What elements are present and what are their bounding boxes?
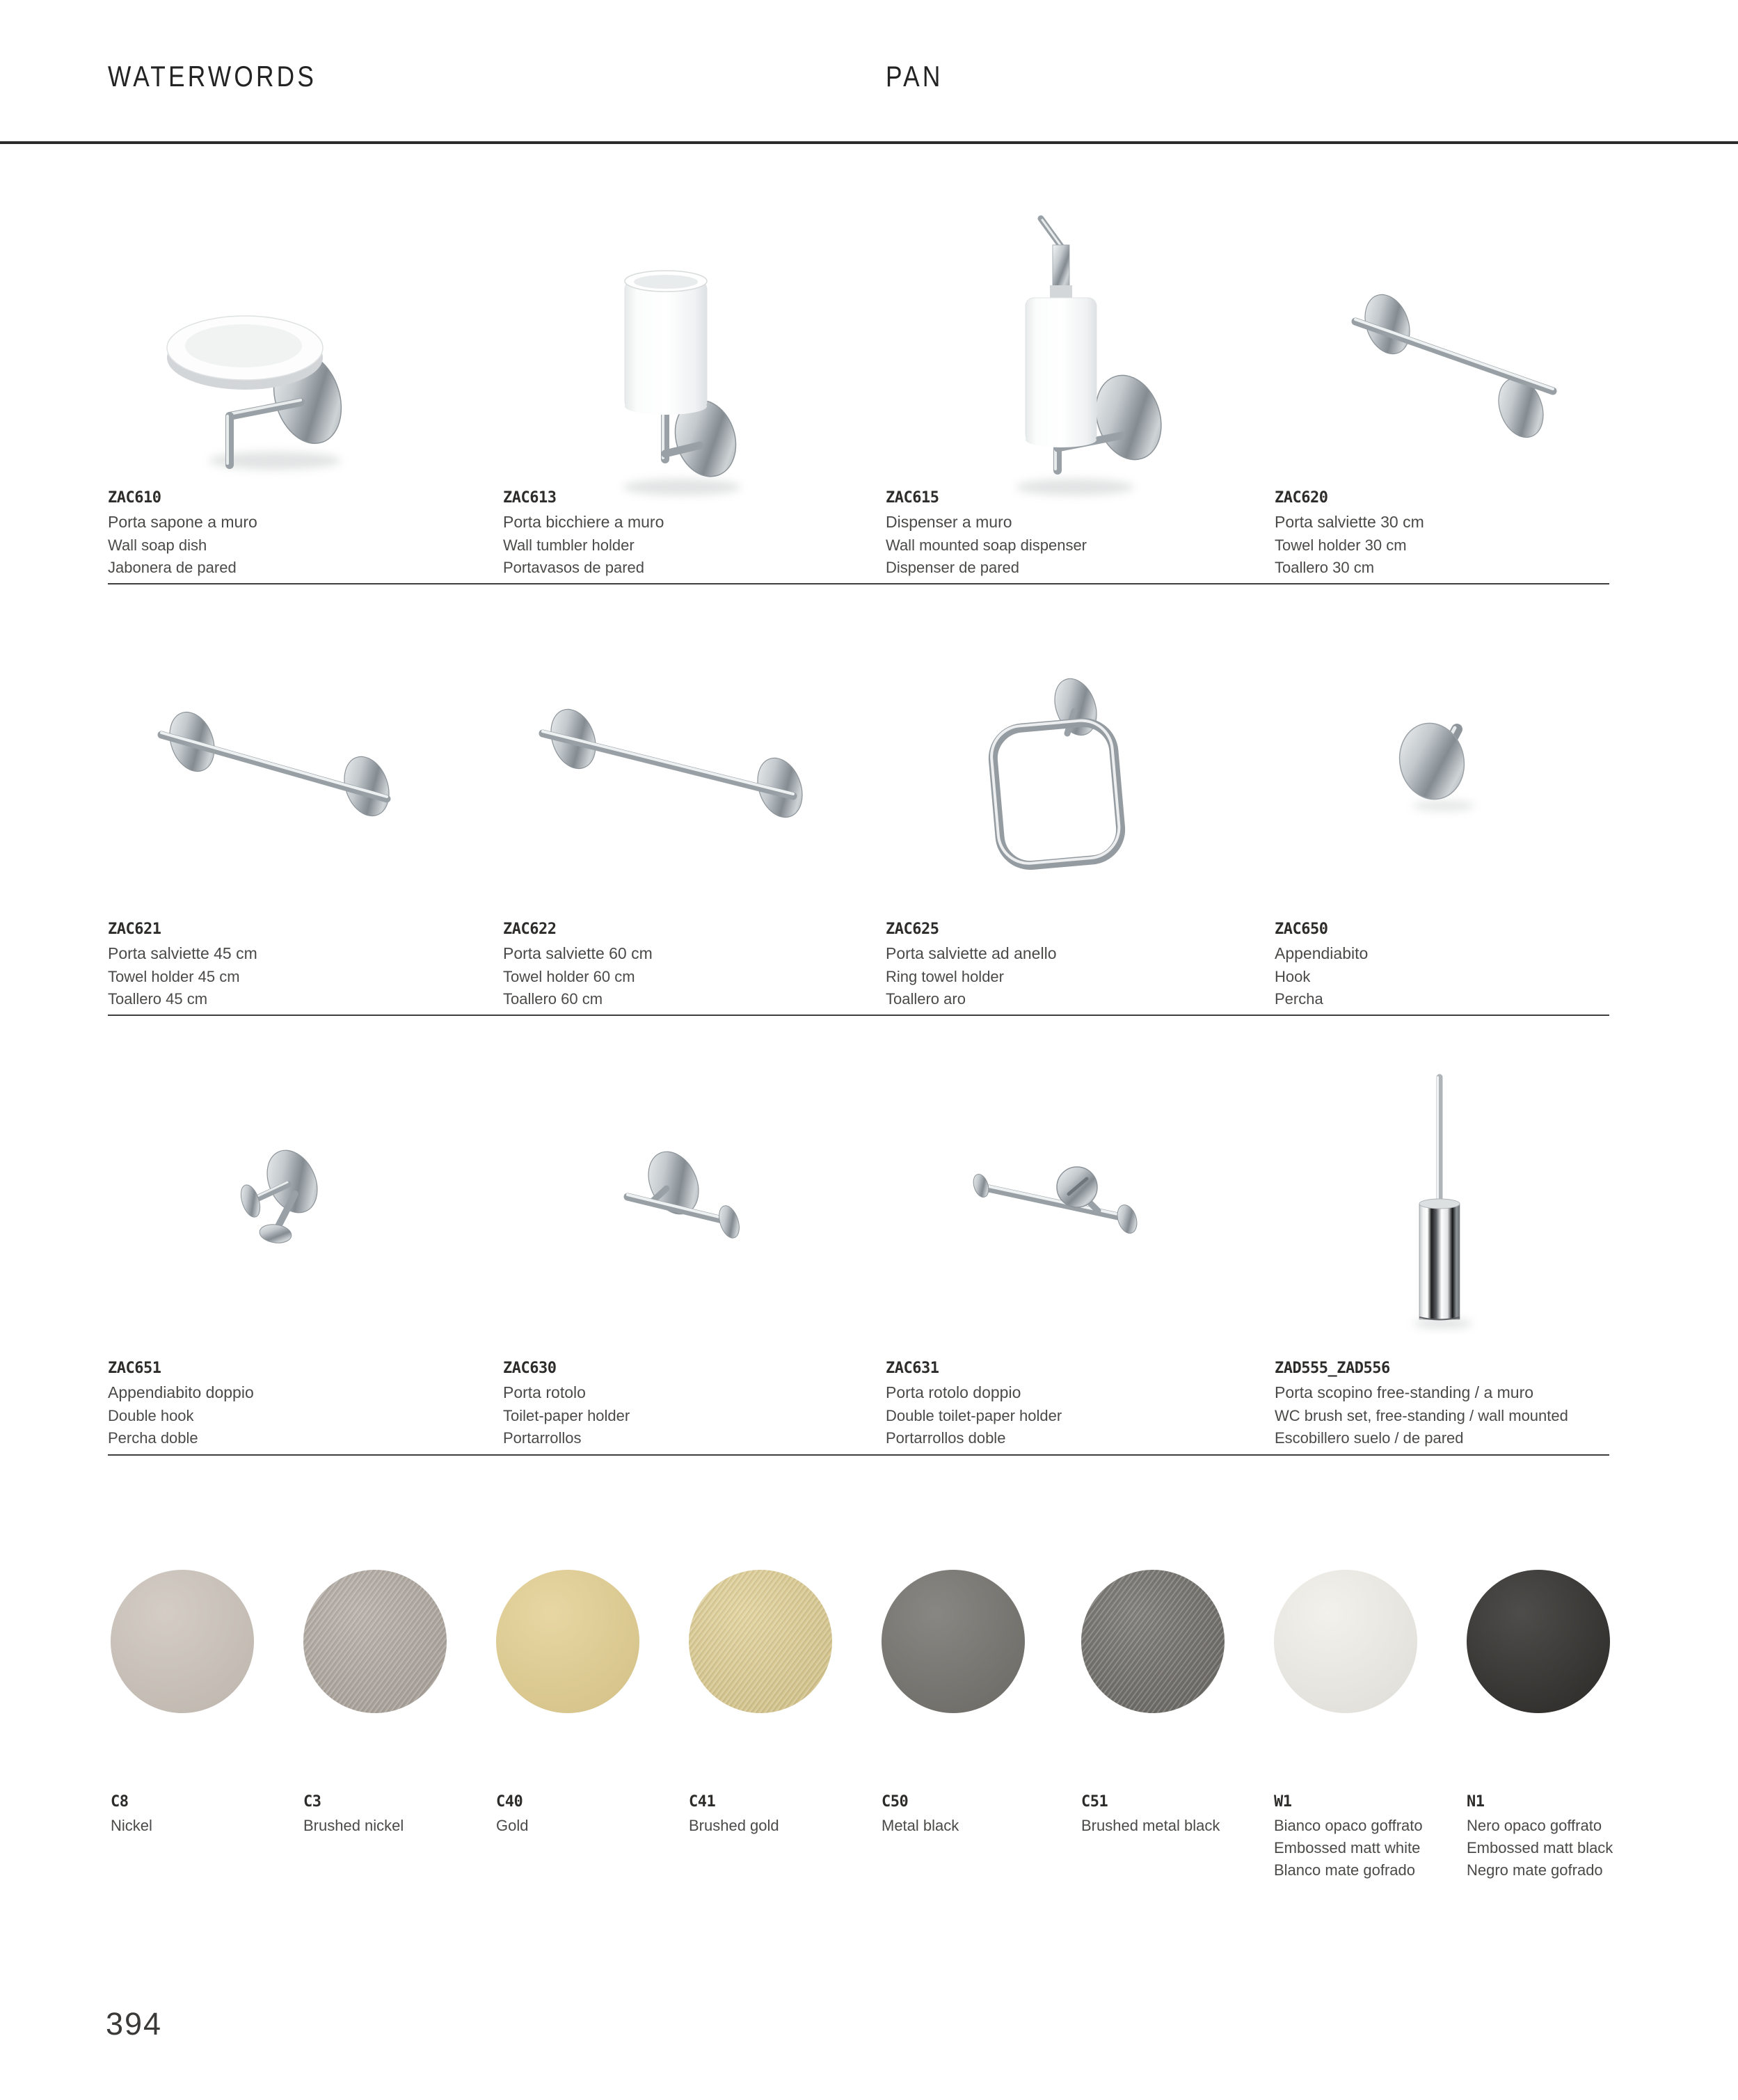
- product-code: ZAC621: [108, 921, 161, 938]
- product-name-es: Toallero 60 cm: [503, 990, 603, 1008]
- product-name-it: Dispenser a muro: [886, 513, 1012, 531]
- product-code: ZAC622: [503, 921, 557, 938]
- finish-swatch-c41: [689, 1570, 832, 1713]
- finish-label-c41: [689, 1793, 878, 1839]
- finish-code: C40: [496, 1793, 523, 1811]
- finish-swatch-c40: [496, 1570, 639, 1713]
- product-name-it: Porta bicchiere a muro: [503, 513, 664, 531]
- product-code: ZAC625: [886, 921, 939, 938]
- product-code: ZAC615: [886, 489, 939, 507]
- finish-label-c8: [111, 1793, 300, 1839]
- collection-title: PAN: [886, 60, 943, 93]
- product-info-zac651: [108, 1360, 470, 1451]
- product-name-it: Appendiabito: [1275, 944, 1369, 962]
- toilet-paper-holder-image: [628, 1143, 743, 1240]
- product-name-es: Toallero 45 cm: [108, 990, 208, 1008]
- double-hook-image: [237, 1142, 327, 1245]
- row-divider: [108, 583, 1609, 584]
- finish-name-it: Bianco opaco goffrato: [1274, 1817, 1423, 1834]
- product-name-es: Toallero 30 cm: [1275, 559, 1375, 576]
- header-divider: [0, 141, 1738, 144]
- ring-towel-holder-image: [989, 673, 1123, 868]
- product-info-zac610: [108, 489, 470, 581]
- finish-name-en: Embossed matt black: [1467, 1839, 1613, 1856]
- product-info-zac613: [503, 489, 865, 581]
- finish-name: Nickel: [111, 1817, 152, 1834]
- wc-brush-set-image: [1414, 1077, 1472, 1328]
- soap-dish-image: [167, 316, 352, 470]
- product-code: ZAC650: [1275, 921, 1328, 938]
- product-name-en: WC brush set, free-standing / wall mounted: [1275, 1407, 1568, 1424]
- finish-swatch-c50: [882, 1570, 1025, 1713]
- row-divider: [108, 1015, 1609, 1016]
- product-code: ZAC630: [503, 1360, 557, 1377]
- finish-code: C41: [689, 1793, 716, 1811]
- product-name-it: Porta salviette ad anello: [886, 944, 1057, 962]
- finish-swatch-c3: [303, 1570, 447, 1713]
- product-name-it: Porta scopino free-standing / a muro: [1275, 1383, 1534, 1401]
- finish-swatch-n1: [1467, 1570, 1610, 1713]
- finish-code: C3: [303, 1793, 321, 1811]
- product-name-en: Double hook: [108, 1407, 194, 1424]
- finish-name: Brushed nickel: [303, 1817, 404, 1834]
- finish-swatch-c8: [111, 1570, 254, 1713]
- product-code: ZAD555_ZAD556: [1275, 1360, 1390, 1377]
- product-name-es: Portavasos de pared: [503, 559, 645, 576]
- finish-name: Metal black: [882, 1817, 959, 1834]
- double-toilet-paper-holder-image: [971, 1167, 1140, 1236]
- row-divider: [108, 1454, 1609, 1456]
- finish-label-c3: [303, 1793, 493, 1839]
- finish-label-c50: [882, 1793, 1071, 1839]
- product-code: ZAC610: [108, 489, 161, 507]
- product-info-zac622: [503, 921, 865, 1012]
- product-name-es: Toallero aro: [886, 990, 966, 1008]
- product-name-it: Porta rotolo doppio: [886, 1383, 1021, 1401]
- product-code: ZAC651: [108, 1360, 161, 1377]
- product-name-en: Wall soap dish: [108, 536, 207, 554]
- tumbler-holder-image: [623, 271, 745, 495]
- product-info-zac615: [886, 489, 1247, 581]
- product-name-en: Wall tumbler holder: [503, 536, 635, 554]
- product-name-es: Dispenser de pared: [886, 559, 1020, 576]
- finish-label-w1: [1274, 1793, 1463, 1884]
- product-name-es: Portarrollos doble: [886, 1429, 1006, 1447]
- product-name-it: Porta salviette 45 cm: [108, 944, 257, 962]
- product-info-zac620: [1275, 489, 1636, 581]
- product-name-en: Double toilet-paper holder: [886, 1407, 1062, 1424]
- product-info-zad555-zad556: [1275, 1360, 1636, 1451]
- product-code: ZAC613: [503, 489, 557, 507]
- product-name-es: Percha doble: [108, 1429, 198, 1447]
- finish-name-es: Blanco mate gofrado: [1274, 1861, 1416, 1879]
- finish-code: N1: [1467, 1793, 1485, 1811]
- towel-holder-30-image: [1355, 288, 1553, 443]
- finish-name: Gold: [496, 1817, 529, 1834]
- product-name-es: Percha: [1275, 990, 1323, 1008]
- finish-label-c51: [1081, 1793, 1270, 1839]
- finish-swatch-w1: [1274, 1570, 1417, 1713]
- product-name-it: Porta rotolo: [503, 1383, 586, 1401]
- product-name-en: Towel holder 60 cm: [503, 968, 635, 985]
- product-info-zac630: [503, 1360, 865, 1451]
- brand-title: WATERWORDS: [108, 60, 317, 93]
- hook-image: [1393, 717, 1475, 811]
- product-info-zac631: [886, 1360, 1247, 1451]
- finish-name-es: Negro mate gofrado: [1467, 1861, 1603, 1879]
- product-name-en: Towel holder 30 cm: [1275, 536, 1407, 554]
- finish-label-n1: [1467, 1793, 1656, 1884]
- product-code: ZAC631: [886, 1360, 939, 1377]
- product-name-es: Escobillero suelo / de pared: [1275, 1429, 1464, 1447]
- towel-holder-60-image: [543, 703, 810, 823]
- product-name-it: Porta sapone a muro: [108, 513, 257, 531]
- finish-name-en: Embossed matt white: [1274, 1839, 1421, 1856]
- finish-code: C50: [882, 1793, 909, 1811]
- finish-label-c40: [496, 1793, 685, 1839]
- finish-name: Brushed metal black: [1081, 1817, 1220, 1834]
- finish-name: Brushed gold: [689, 1817, 779, 1834]
- finish-swatch-c51: [1081, 1570, 1225, 1713]
- product-info-zac625: [886, 921, 1247, 1012]
- product-code: ZAC620: [1275, 489, 1328, 507]
- product-info-zac650: [1275, 921, 1636, 1012]
- product-name-it: Porta salviette 60 cm: [503, 944, 653, 962]
- product-name-en: Toilet-paper holder: [503, 1407, 630, 1424]
- finish-code: W1: [1274, 1793, 1292, 1811]
- product-name-en: Wall mounted soap dispenser: [886, 536, 1087, 554]
- product-info-zac621: [108, 921, 470, 1012]
- page-number: 394: [106, 2006, 163, 2042]
- finish-code: C8: [111, 1793, 129, 1811]
- product-name-en: Ring towel holder: [886, 968, 1004, 985]
- soap-dispenser-image: [1016, 218, 1172, 495]
- towel-holder-45-image: [161, 706, 397, 822]
- product-name-it: Porta salviette 30 cm: [1275, 513, 1424, 531]
- product-name-es: Jabonera de pared: [108, 559, 237, 576]
- product-name-es: Portarrollos: [503, 1429, 582, 1447]
- finish-code: C51: [1081, 1793, 1108, 1811]
- product-name-en: Hook: [1275, 968, 1311, 985]
- finish-name-it: Nero opaco goffrato: [1467, 1817, 1602, 1834]
- product-name-it: Appendiabito doppio: [108, 1383, 254, 1401]
- product-name-en: Towel holder 45 cm: [108, 968, 240, 985]
